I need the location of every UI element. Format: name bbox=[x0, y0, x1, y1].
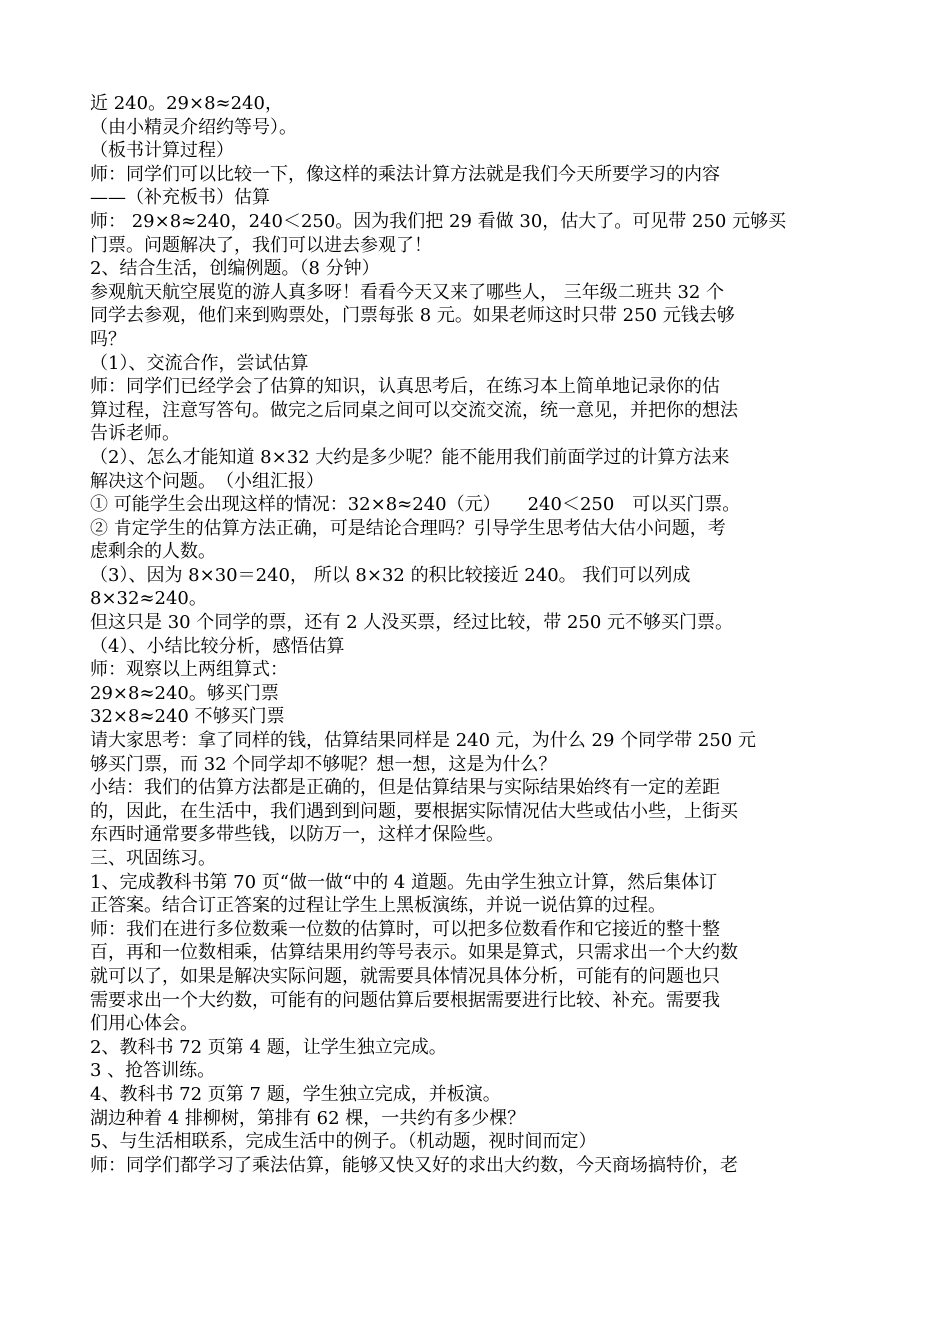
text-line: 门票。问题解决了，我们可以进去参观了！ bbox=[90, 234, 432, 256]
text-line: 师：同学们可以比较一下，像这样的乘法计算方法就是我们今天所要学习的内容 bbox=[90, 163, 720, 185]
text-line: 参观航天航空展览的游人真多呀！看看今天又来了哪些人， 三年级二班共 32 个 bbox=[90, 281, 725, 303]
text-line: 师：观察以上两组算式： bbox=[90, 659, 288, 681]
text-line: 小结：我们的估算方法都是正确的，但是估算结果与实际结果始终有一定的差距 bbox=[90, 777, 720, 799]
text-line: 但这只是 30 个同学的票，还有 2 人没买票，经过比较，带 250 元不够买门票。 bbox=[90, 612, 734, 634]
text-line: ② 肯定学生的估算方法正确，可是结论合理吗？引导学生思考估大估小问题，考 bbox=[90, 517, 726, 539]
text-line: 的，因此，在生活中，我们遇到到问题，要根据实际情况估大些或估小些，上街买 bbox=[90, 800, 738, 822]
text-line: 请大家思考：拿了同样的钱，估算结果同样是 240 元，为什么 29 个同学带 250 元 bbox=[90, 730, 756, 752]
text-line: 百，再和一位数相乘，估算结果用约等号表示。如果是算式，只需求出一个大约数 bbox=[90, 942, 738, 964]
text-line: 近 240。29×8≈240， bbox=[90, 93, 283, 114]
text-line: （板书计算过程） bbox=[90, 140, 234, 162]
text-line: 东西时通常要多带些钱，以防万一，这样才保险些。 bbox=[90, 824, 504, 846]
text-line: 4、教科书 72 页第 7 题，学生独立完成，并板演。 bbox=[90, 1083, 501, 1105]
text-line: 3 、抢答训练。 bbox=[90, 1060, 216, 1082]
section-heading: 2、结合生活，创编例题。（8 分钟） bbox=[90, 258, 380, 280]
text-line: 够买门票，而 32 个同学却不够呢？想一想，这是为什么？ bbox=[90, 753, 557, 775]
text-line: 告诉老师。 bbox=[90, 423, 180, 445]
text-line: 们用心体会。 bbox=[90, 1013, 198, 1035]
text-line: 8×32≈240。 bbox=[90, 588, 207, 610]
text-line: 1、完成教科书第 70 页“做一做“中的 4 道题。先由学生独立计算，然后集体订 bbox=[90, 871, 718, 893]
text-line: 2、教科书 72 页第 4 题，让学生独立完成。 bbox=[90, 1036, 447, 1058]
text-line: 师：同学们都学习了乘法估算，能够又快又好的求出大约数，今天商场搞特价，老 bbox=[90, 1154, 738, 1176]
text-line: 就可以了，如果是解决实际问题，就需要具体情况具体分析，可能有的问题也只 bbox=[90, 965, 720, 987]
text-line: （3）、因为 8×30＝240， 所以 8×32 的积比较接近 240。 我们可以列成 bbox=[90, 564, 691, 586]
subsection-heading: （4）、小结比较分析，感悟估算 bbox=[90, 635, 345, 657]
text-line: 师： 29×8≈240，240＜250。因为我们把 29 看做 30，估大了。可见带 250 元够买 bbox=[90, 210, 787, 232]
text-line: （由小精灵介绍约等号）。 bbox=[90, 116, 297, 138]
text-line: 湖边种着 4 排柳树，第排有 62 棵，一共约有多少棵？ bbox=[90, 1107, 526, 1129]
text-line: 同学去参观，他们来到购票处，门票每张 8 元。如果老师这时只带 250 元钱去够 bbox=[90, 305, 735, 327]
text-line: 师：同学们已经学会了估算的知识，认真思考后，在练习本上简单地记录你的估 bbox=[90, 376, 720, 398]
document-body bbox=[90, 92, 865, 1177]
text-line: 需要求出一个大约数，可能有的问题估算后要根据需要进行比较、补充。需要我 bbox=[90, 989, 720, 1011]
text-line: 5、与生活相联系，完成生活中的例子。（机动题，视时间而定） bbox=[90, 1131, 597, 1153]
text-line: 29×8≈240。够买门票 bbox=[90, 682, 279, 704]
text-line: 解决这个问题。 （小组汇报） bbox=[90, 470, 324, 492]
section-heading: 三、巩固练习。 bbox=[90, 848, 216, 869]
text-line: 虑剩余的人数。 bbox=[90, 541, 216, 563]
text-line: （2）、怎么才能知道 8×32 大约是多少呢？能不能用我们前面学过的计算方法来 bbox=[90, 446, 730, 468]
text-line: 吗？ bbox=[90, 328, 126, 350]
subsection-heading: （1）、交流合作，尝试估算 bbox=[90, 352, 309, 374]
text-line: 正答案。结合订正答案的过程让学生上黑板演练，并说一说估算的过程。 bbox=[90, 895, 666, 917]
text-line: 师：我们在进行多位数乘一位数的估算时，可以把多位数看作和它接近的整十整 bbox=[90, 918, 720, 940]
text-line: ① 可能学生会出现这样的情况：32×8≈240（元） 240＜250 可以买门票。 bbox=[90, 494, 741, 516]
text-line: 算过程，注意写答句。做完之后同桌之间可以交流交流，统一意见，并把你的想法 bbox=[90, 399, 738, 421]
text-line: ——（补充板书）估算 bbox=[90, 187, 270, 209]
text-line: 32×8≈240 不够买门票 bbox=[90, 706, 285, 728]
